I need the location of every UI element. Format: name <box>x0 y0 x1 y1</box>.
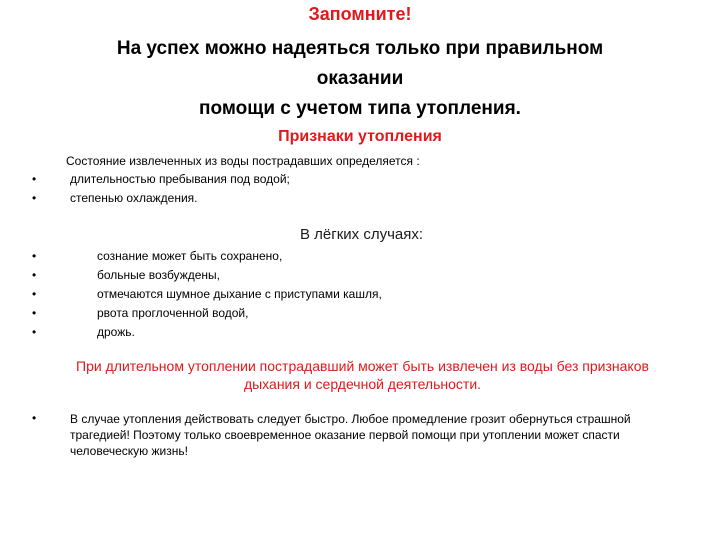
bullet-icon: • <box>32 306 37 320</box>
list-item <box>32 285 382 304</box>
bullet-icon: • <box>32 268 37 282</box>
signs-heading: Признаки утопления <box>278 128 442 145</box>
bullet-icon: • <box>32 287 37 301</box>
list-item-text: длительностью пребывания под водой; <box>70 172 290 186</box>
intro-text: Состояние извлеченных из воды пострадавших определяется : <box>66 154 420 168</box>
headline <box>60 34 660 124</box>
headline-line: На успех можно надеяться только при правильном <box>116 38 604 59</box>
list-item-text: больные возбуждены, <box>97 268 220 282</box>
list-item <box>32 247 382 266</box>
list-item-text: дрожь. <box>97 325 135 339</box>
condition-list <box>32 170 290 208</box>
list-item-text: рвота проглоченной водой, <box>97 306 249 320</box>
bullet-icon: • <box>32 249 37 263</box>
headline-line: оказании <box>316 68 404 89</box>
list-item <box>32 189 290 208</box>
list-item <box>32 323 382 342</box>
bullet-icon: • <box>32 191 37 205</box>
list-item-text: отмечаются шумное дыхание с приступами кашля, <box>97 287 382 301</box>
bullet-icon: • <box>32 325 37 339</box>
list-item <box>32 170 290 189</box>
mild-cases-heading: В лёгких случаях: <box>300 226 424 243</box>
list-item <box>32 266 382 285</box>
list-item-text: степенью охлаждения. <box>70 191 198 205</box>
long-drowning-note: При длительном утоплении пострадавший может быть извлечен из воды без признаков дыхания и сердечной деятельности. <box>76 358 649 392</box>
bullet-icon: • <box>32 172 37 186</box>
title-remember: Запомните! <box>308 4 412 24</box>
list-item <box>32 304 382 323</box>
mild-cases-list <box>32 247 382 342</box>
list-item-text: сознание может быть сохранено, <box>97 249 283 263</box>
bullet-icon: • <box>32 411 37 425</box>
headline-line: помощи с учетом типа утопления. <box>199 98 521 119</box>
final-paragraph: В случае утопления действовать следует быстро. Любое промедление грозит обернуться страшной трагедией! Поэтому только своевременное оказание первой помощи при утоплении может спасти человеческую жизнь! <box>70 412 631 458</box>
